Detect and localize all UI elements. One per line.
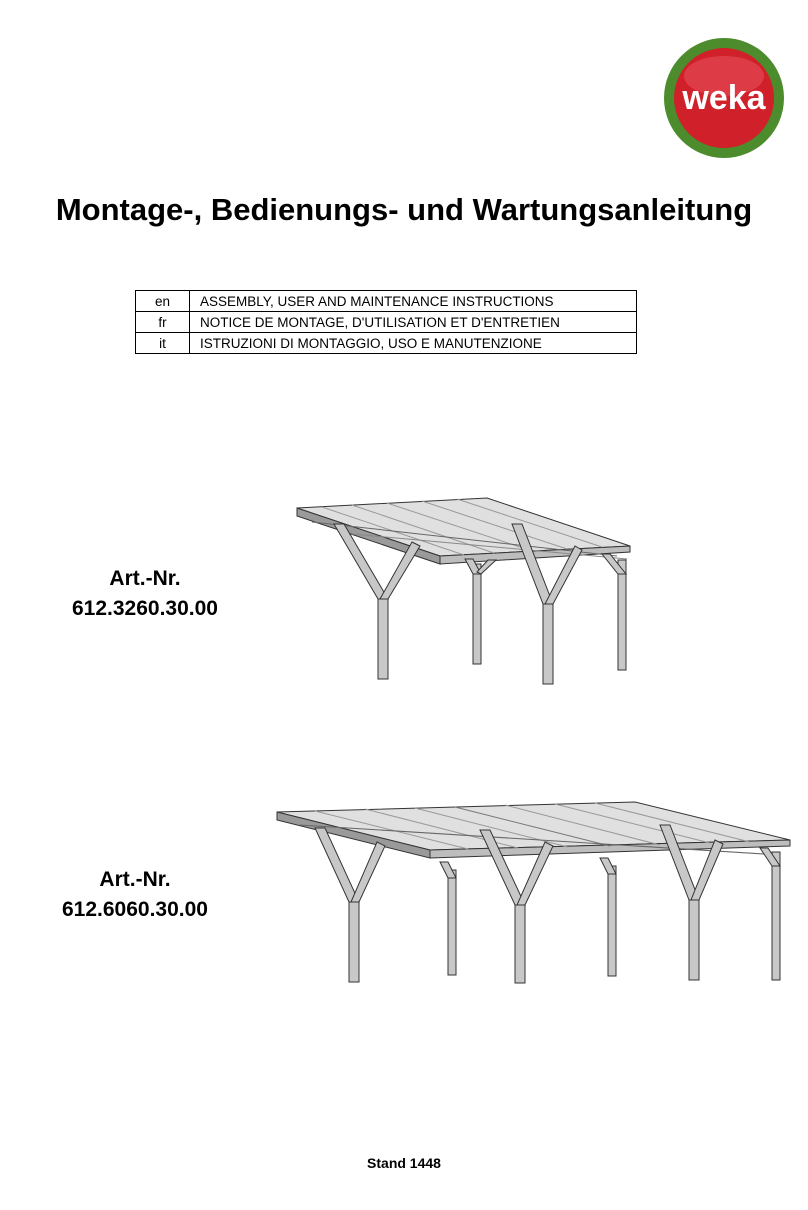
product-label-single xyxy=(40,564,250,624)
product-label-double xyxy=(30,865,240,925)
logo-text: weka xyxy=(682,79,766,117)
carport-double-illustration xyxy=(275,800,795,986)
language-title: NOTICE DE MONTAGE, D'UTILISATION ET D'ENTRETIEN xyxy=(190,312,637,333)
language-row xyxy=(136,333,637,354)
article-label: Art.-Nr. xyxy=(109,567,181,590)
language-title: ISTRUZIONI DI MONTAGGIO, USO E MANUTENZIONE xyxy=(190,333,637,354)
article-number: 612.6060.30.00 xyxy=(62,898,208,921)
language-code: fr xyxy=(136,312,190,333)
language-row xyxy=(136,291,637,312)
page-title: Montage-, Bedienungs- und Wartungsanleitung xyxy=(55,192,753,227)
language-code: it xyxy=(136,333,190,354)
language-row xyxy=(136,312,637,333)
article-label: Art.-Nr. xyxy=(99,868,171,891)
language-title: ASSEMBLY, USER AND MAINTENANCE INSTRUCTIONS xyxy=(190,291,637,312)
article-number: 612.3260.30.00 xyxy=(72,597,218,620)
carport-single-illustration xyxy=(292,494,636,686)
document-version: Stand 1448 xyxy=(367,1155,441,1171)
language-table xyxy=(135,290,637,354)
weka-logo xyxy=(662,36,786,160)
language-code: en xyxy=(136,291,190,312)
